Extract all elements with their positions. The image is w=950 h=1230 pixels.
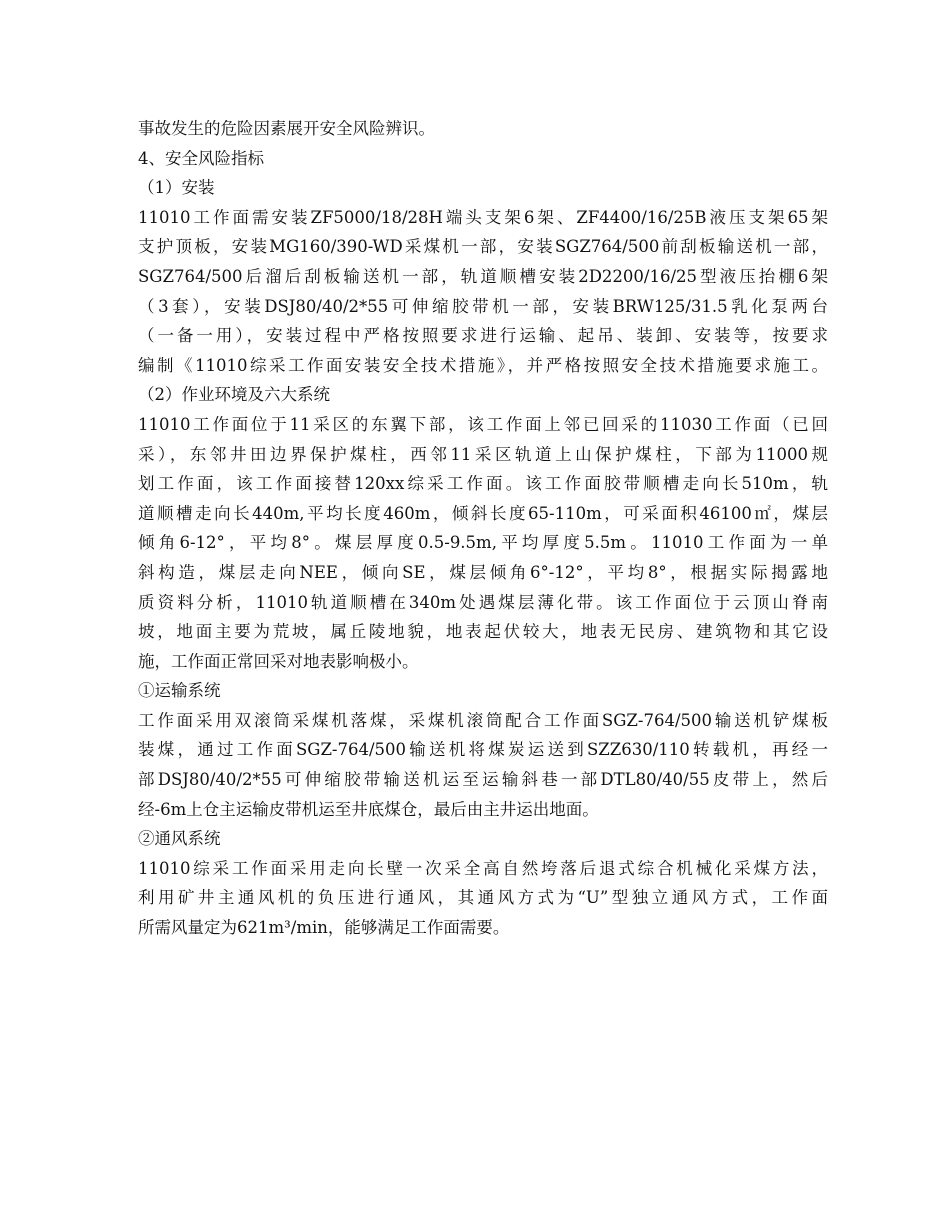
text-line: 部DSJ80/40/2*55可伸缩胶带输送机运至运输斜巷一部DTL80/40/55皮带上，然后 <box>138 770 828 790</box>
text-line: 11010工作面需安装ZF5000/18/28H端头支架6架、ZF4400/16/25B液压支架65架 <box>138 207 828 227</box>
subsection-heading: （1）安装 <box>138 178 215 198</box>
text-line: 装煤，通过工作面SGZ-764/500输送机将煤炭运送到SZZ630/110转载机，再经一 <box>138 740 828 760</box>
subsection-heading: ①运输系统 <box>138 681 221 701</box>
text-line: 划工作面，该工作面接替120xx综采工作面。该工作面胶带顺槽走向长510m，轨 <box>138 474 828 494</box>
text-line: 倾角6-12°，平均8°。煤层厚度0.5-9.5m,平均厚度5.5m。11010工作面为一单 <box>138 533 828 553</box>
text-line: （3套），安装DSJ80/40/2*55可伸缩胶带机一部，安装BRW125/31.5乳化泵两台 <box>138 296 828 316</box>
subsection-heading: （2）作业环境及六大系统 <box>138 385 330 405</box>
text-line: （一备一用），安装过程中严格按照要求进行运输、起吊、装卸、安装等，按要求 <box>138 326 828 346</box>
text-line: 坡，地面主要为荒坡，属丘陵地貌，地表起伏较大，地表无民房、建筑物和其它设 <box>138 622 828 642</box>
text-line: 工作面采用双滚筒采煤机落煤，采煤机滚筒配合工作面SGZ-764/500输送机铲煤板 <box>138 710 828 730</box>
text-line: 经-6m上仓主运输皮带机运至井底煤仓，最后由主井运出地面。 <box>138 799 599 819</box>
text-line: 施，工作面正常回采对地表影响极小。 <box>138 651 419 671</box>
text-line: 事故发生的危险因素展开安全风险辨识。 <box>138 119 435 138</box>
text-line: 采），东邻井田边界保护煤柱，西邻11采区轨道上山保护煤柱，下部为11000规 <box>138 444 828 464</box>
text-line: 11010工作面位于11采区的东翼下部，该工作面上邻已回采的11030工作面（已回 <box>138 414 828 434</box>
document-body <box>138 114 828 943</box>
text-line: 11010综采工作面采用走向长壁一次采全高自然垮落后退式综合机械化采煤方法， <box>138 858 828 878</box>
text-line: 所需风量定为621m³/min，能够满足工作面需要。 <box>138 918 510 938</box>
text-line: 利用矿井主通风机的负压进行通风，其通风方式为“U”型独立通风方式，工作面 <box>138 888 828 908</box>
text-line: SGZ764/500后溜后刮板输送机一部，轨道顺槽安装2D2200/16/25型液压抬棚6架 <box>138 266 828 286</box>
subsection-heading: ②通风系统 <box>138 829 221 849</box>
text-line: 编制《11010综采工作面安装安全技术措施》，并严格按照安全技术措施要求施工。 <box>138 355 828 375</box>
text-line: 道顺槽走向长440m,平均长度460m，倾斜长度65-110m，可采面积46100㎡，煤层 <box>138 503 828 523</box>
text-line: 斜构造，煤层走向NEE，倾向SE，煤层倾角6°-12°，平均8°，根据实际揭露地 <box>138 562 828 582</box>
text-line: 支护顶板，安装MG160/390-WD采煤机一部，安装SGZ764/500前刮板输送机一部， <box>138 237 828 257</box>
section-heading: 4、安全风险指标 <box>138 148 264 168</box>
text-line: 质资料分析，11010轨道顺槽在340m处遇煤层薄化带。该工作面位于云顶山脊南 <box>138 592 828 612</box>
